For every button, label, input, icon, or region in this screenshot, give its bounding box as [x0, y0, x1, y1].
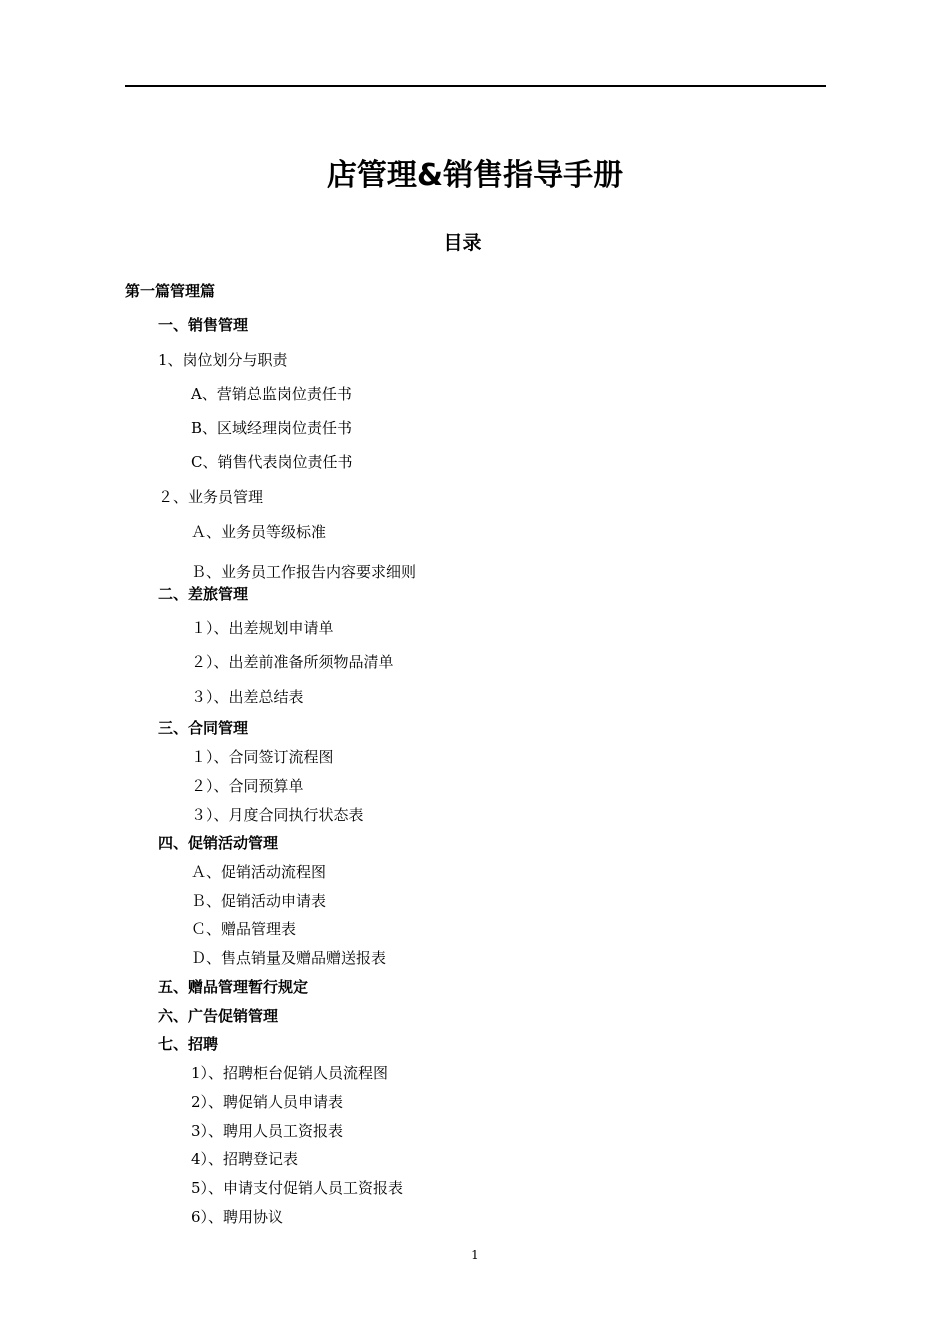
toc-item: Ａ、促销活动流程图 [191, 863, 327, 881]
page-number: 1 [471, 1248, 479, 1262]
toc-item: Ｄ、售点销量及赠品赠送报表 [191, 949, 387, 967]
document-title: 店管理&销售指导手册 [326, 158, 624, 193]
toc-item: １）、出差规划申请单 [191, 619, 334, 637]
toc-item: 1、岗位划分与职责 [158, 351, 288, 369]
toc-item: 4）、招聘登记表 [191, 1150, 299, 1168]
toc-item: ２、业务员管理 [158, 488, 264, 506]
toc-item: 5）、申请支付促销人员工资报表 [191, 1179, 404, 1197]
toc-item: １）、合同签订流程图 [191, 748, 334, 766]
toc-item: Ｃ、赠品管理表 [191, 920, 297, 938]
toc-item: C、销售代表岗位责任书 [191, 453, 353, 471]
toc-item: ２）、出差前准备所须物品清单 [191, 653, 394, 671]
toc-section-recruitment: 七、招聘 [158, 1035, 219, 1053]
toc-item: ３）、出差总结表 [191, 688, 304, 706]
toc-section-sales: 一、销售管理 [158, 316, 249, 334]
toc-section-travel: 二、差旅管理 [158, 585, 249, 603]
toc-item: 2）、聘促销人员申请表 [191, 1093, 344, 1111]
toc-part-heading: 第一篇管理篇 [125, 282, 216, 300]
header-rule [125, 85, 826, 87]
toc-item: 6）、聘用协议 [191, 1208, 284, 1226]
toc-item: 1）、招聘柜台促销人员流程图 [191, 1064, 389, 1082]
toc-section-promotion: 四、促销活动管理 [158, 834, 279, 852]
toc-item: 3）、聘用人员工资报表 [191, 1122, 344, 1140]
toc-item: A、营销总监岗位责任书 [191, 385, 352, 403]
toc-item: Ｂ、业务员工作报告内容要求细则 [191, 563, 417, 581]
toc-heading: 目录 [443, 232, 482, 254]
toc-item: B、区域经理岗位责任书 [191, 419, 353, 437]
toc-item: Ａ、业务员等级标准 [191, 523, 327, 541]
toc-section-contract: 三、合同管理 [158, 719, 249, 737]
toc-item: ３）、月度合同执行状态表 [191, 806, 364, 824]
toc-item: Ｂ、促销活动申请表 [191, 892, 327, 910]
toc-section-gift: 五、赠品管理暂行规定 [158, 978, 309, 996]
toc-section-advertising: 六、广告促销管理 [158, 1007, 279, 1025]
toc-item: ２）、合同预算单 [191, 777, 304, 795]
